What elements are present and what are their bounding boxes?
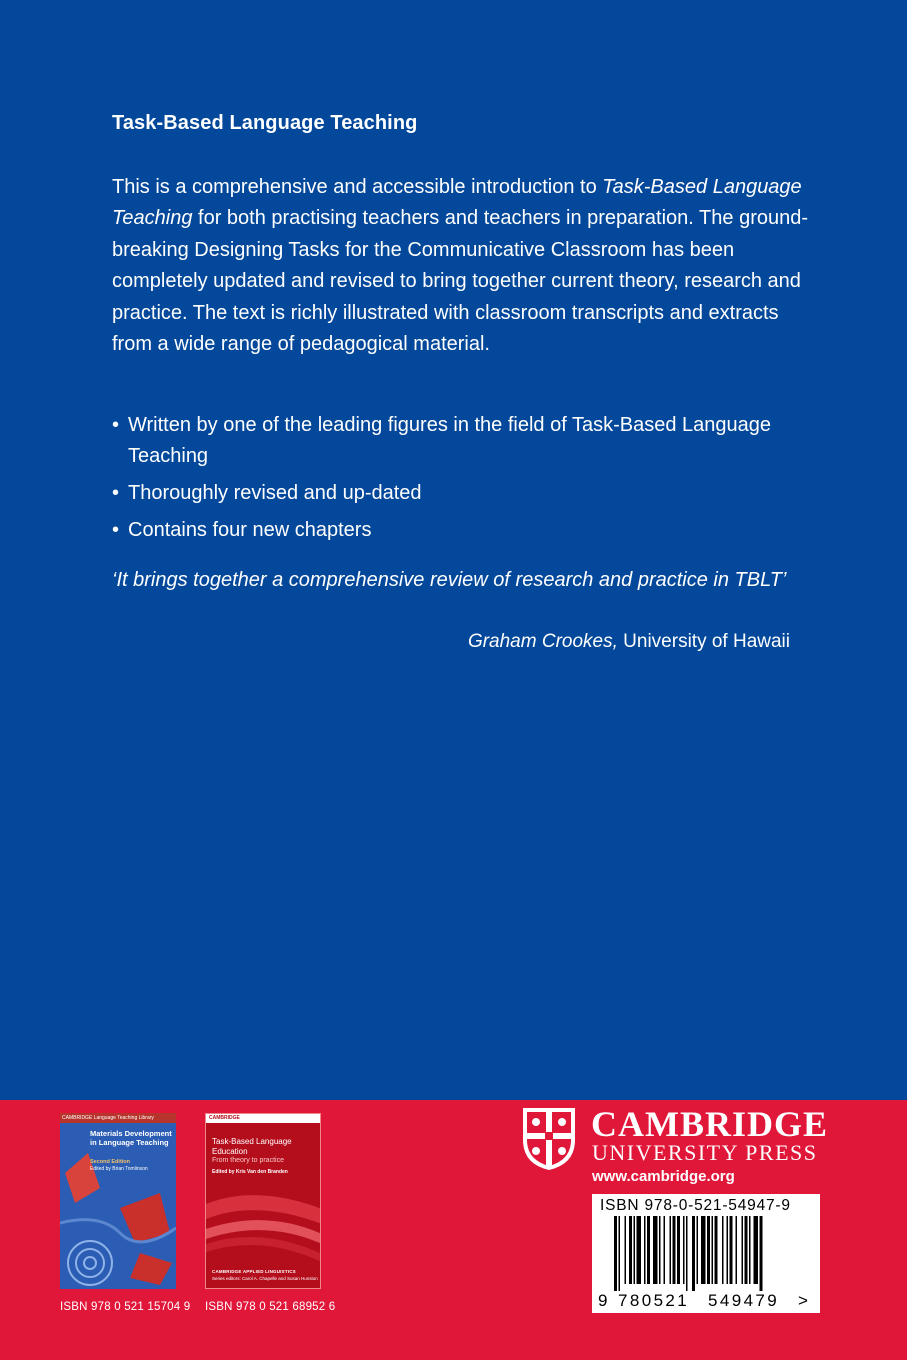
feature-text: Written by one of the leading figures in the field of Task-Based Language Teaching	[128, 414, 772, 467]
feature-text: Thoroughly revised and up-dated	[128, 482, 422, 504]
feature-item	[112, 478, 812, 509]
related-book-series-editors: Series editors: Carol A. Chapelle and Susan Hunston	[212, 1276, 318, 1281]
barcode-bar	[664, 1216, 666, 1284]
barcode-bar	[722, 1216, 724, 1284]
related-book-title: Materials Development in Language Teaching	[90, 1129, 172, 1147]
series-bar: CAMBRIDGE	[206, 1114, 321, 1123]
barcode-bar	[637, 1216, 642, 1284]
cambridge-crest-icon	[521, 1106, 577, 1172]
barcode-bar	[715, 1216, 718, 1284]
publisher-subname: UNIVERSITY PRESS	[592, 1140, 818, 1165]
isbn-label: ISBN 978-0-521-54947-9	[600, 1197, 791, 1214]
book-heading: Task-Based Language Teaching	[112, 112, 418, 134]
barcode-end-mark: >	[798, 1291, 811, 1310]
related-book-series: CAMBRIDGE APPLIED LINGUISTICS	[212, 1269, 296, 1274]
barcode-bar	[745, 1216, 748, 1284]
feature-list	[112, 410, 812, 552]
feature-item	[112, 410, 812, 472]
barcode-bar	[749, 1216, 751, 1284]
barcode-bar	[629, 1216, 632, 1284]
barcode-bar	[644, 1216, 646, 1284]
quote-affiliation: University of Hawaii	[623, 631, 790, 652]
bullet-icon: •	[112, 519, 120, 541]
barcode-bar	[727, 1216, 729, 1284]
barcode-bar	[670, 1216, 672, 1284]
barcode-bar	[701, 1216, 706, 1284]
publisher-name: CAMBRIDGE	[591, 1104, 829, 1144]
publisher-url: www.cambridge.org	[592, 1168, 735, 1185]
barcode-bar	[686, 1216, 688, 1291]
description-part-2: for both practising teachers and teachers in preparation. The ground-breaking Designing Tasks for the Communicative Classroom has been completely updated and revised to bring together current theory, research and practice. The text is richly illustrated with classroom transcripts and extracts from a wide range of pedagogical material.	[112, 207, 809, 356]
barcode-bar	[754, 1216, 759, 1284]
feature-text: Contains four new chapters	[128, 519, 372, 541]
barcode-bar	[736, 1216, 738, 1284]
barcode-bar	[697, 1216, 699, 1284]
barcode-panel	[592, 1194, 820, 1313]
barcode-bar	[614, 1216, 617, 1291]
related-book-editor: Edited by Kris Van den Branden	[212, 1169, 288, 1175]
barcode-bar	[742, 1216, 744, 1284]
barcode-group-2: 549479	[708, 1291, 780, 1310]
barcode-bar	[730, 1216, 733, 1284]
barcode-bar	[760, 1216, 763, 1291]
related-book-isbn-2: ISBN 978 0 521 68952 6	[205, 1301, 336, 1313]
barcode-group-1: 780521	[618, 1291, 690, 1310]
bullet-icon: •	[112, 482, 120, 504]
related-book-cover-1	[60, 1113, 176, 1289]
barcode-lead-digit: 9	[598, 1291, 610, 1310]
related-book-editor: Edited by Brian Tomlinson	[90, 1166, 148, 1172]
barcode-bar	[659, 1216, 661, 1284]
related-book-subtitle: From theory to practice	[212, 1157, 284, 1164]
description-italic-title: Task-Based Language Teaching	[112, 176, 802, 230]
quote-attribution	[468, 629, 790, 655]
feature-item	[112, 515, 812, 546]
barcode-bar	[683, 1216, 685, 1284]
related-book-edition: Second Edition	[90, 1159, 131, 1165]
barcode-bar	[634, 1216, 636, 1284]
quote-author: Graham Crookes,	[467, 631, 618, 652]
series-bar: CAMBRIDGE Language Teaching Library	[60, 1113, 176, 1123]
book-description	[112, 172, 812, 360]
review-quote: ‘It brings together a comprehensive review of research and practice in TBLT’	[112, 569, 787, 591]
barcode-icon	[596, 1216, 816, 1291]
description-part-1: This is a comprehensive and accessible introduction to	[112, 176, 603, 198]
barcode-bar	[712, 1216, 714, 1284]
related-book-cover-2	[205, 1113, 321, 1289]
barcode-bar	[692, 1216, 695, 1291]
related-book-isbn-1: ISBN 978 0 521 15704 9	[60, 1301, 191, 1313]
bullet-icon: •	[112, 414, 120, 436]
barcode-bar	[707, 1216, 710, 1284]
barcode-bar	[673, 1216, 676, 1284]
barcode-bar	[653, 1216, 658, 1284]
barcode-bar	[647, 1216, 650, 1284]
related-book-title: Task-Based Language Education	[212, 1137, 292, 1156]
barcode-bar	[625, 1216, 627, 1284]
barcode-bar	[677, 1216, 680, 1284]
barcode-bar	[619, 1216, 621, 1291]
